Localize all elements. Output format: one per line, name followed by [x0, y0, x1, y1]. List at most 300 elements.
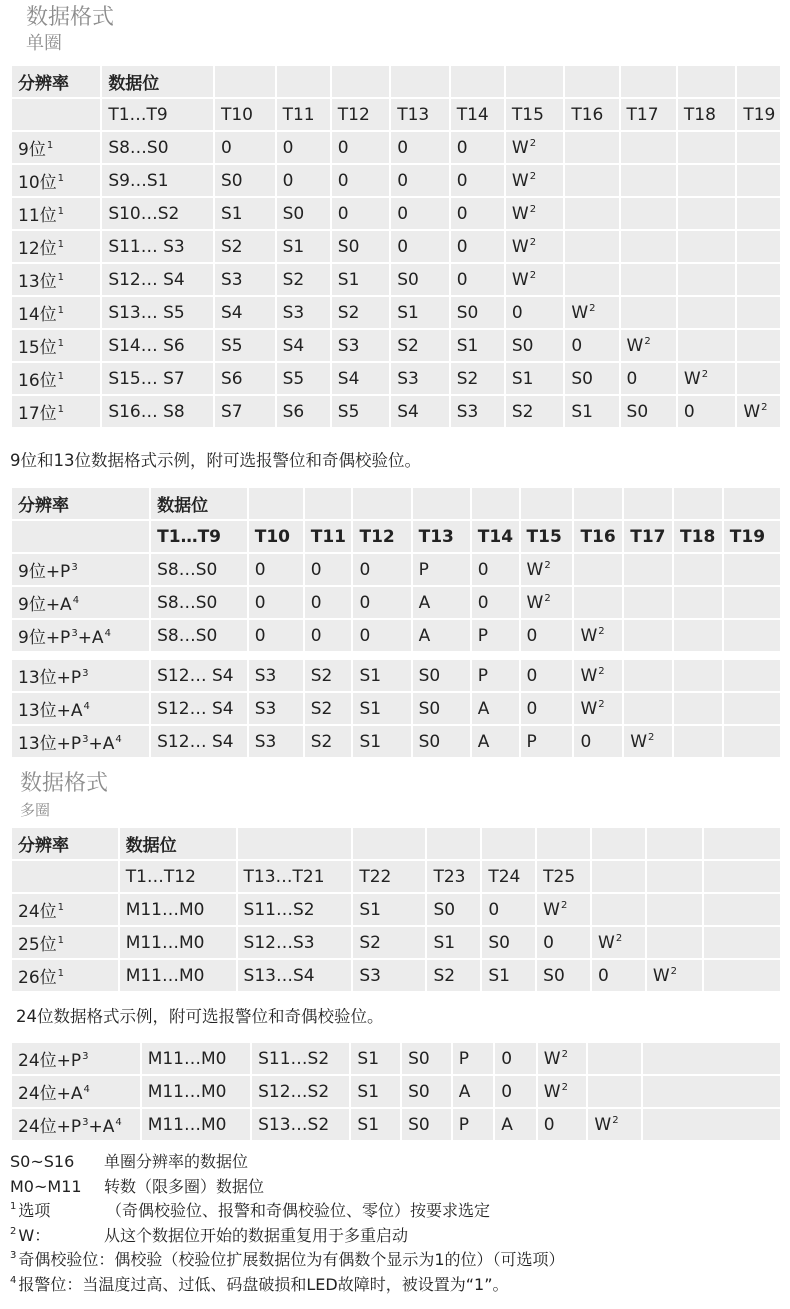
multi-turn-table	[10, 826, 782, 993]
header-bit-T15: T15	[506, 99, 563, 130]
table-row	[12, 264, 780, 295]
header-bit-T12: T12	[332, 99, 389, 130]
bit-cell	[724, 660, 780, 691]
single-turn-example-table-13bit	[10, 658, 782, 759]
header-bit-empty	[592, 861, 645, 892]
table-row	[12, 231, 780, 262]
bit-cell	[678, 330, 735, 361]
bit-cell	[674, 660, 722, 691]
bit-cell	[737, 297, 780, 328]
legend-value: （奇偶校验位、报警和奇偶校验位、零位）按要求选定	[106, 1201, 491, 1220]
bit-cell: S8…S0	[151, 554, 247, 585]
resolution-cell: 9位$+P^3+A^4$	[12, 620, 149, 651]
single-turn-table	[10, 64, 782, 429]
header-empty-cell	[215, 66, 275, 97]
header-bit-T19: T19	[724, 521, 780, 552]
superscript: 4	[115, 734, 122, 745]
header-empty-cell	[451, 66, 504, 97]
bit-cell: P	[453, 1109, 494, 1140]
bit-cell	[737, 264, 780, 295]
bit-cell: S16… S8	[102, 396, 213, 427]
bit-cell: S1	[482, 960, 535, 991]
resolution-cell: 24位$+P^3$	[12, 1043, 140, 1074]
bit-cell: 0	[451, 165, 504, 196]
bit-cell	[647, 927, 702, 958]
bit-cell: S3	[353, 960, 425, 991]
superscript: 2	[529, 137, 537, 149]
table-row	[12, 165, 780, 196]
bit-cell: $W^2$	[506, 198, 563, 229]
header-row	[12, 828, 780, 859]
superscript: 1	[57, 404, 65, 415]
header-bit-T1…T9: T1…T9	[151, 521, 247, 552]
header-row	[12, 488, 780, 519]
table-row	[12, 660, 780, 691]
bit-cell	[737, 132, 780, 163]
header-bit-T19: T19	[737, 99, 780, 130]
header-empty-cell	[353, 488, 410, 519]
bit-cell: 0	[332, 132, 389, 163]
bit-cell: S12… S4	[151, 660, 247, 691]
bit-cell: $W^2$	[506, 132, 563, 163]
bit-cell	[678, 132, 735, 163]
bit-cell: $W^2$	[678, 363, 735, 394]
bit-cell: 0	[521, 620, 573, 651]
footnote-legend	[10, 1150, 780, 1297]
bit-cell: 0	[305, 554, 352, 585]
bit-cell	[674, 587, 722, 618]
bit-cell	[643, 1076, 780, 1107]
resolution-cell: 14位$^1$	[12, 297, 100, 328]
bit-cell: $W^2$	[574, 660, 622, 691]
bit-cell: 0	[621, 363, 676, 394]
bit-cell: S8…S0	[151, 587, 247, 618]
header-empty-cell	[506, 66, 563, 97]
bit-cell: M11…M0	[120, 894, 236, 925]
table-row	[12, 927, 780, 958]
bit-cell	[724, 726, 780, 757]
bit-cell: 0	[538, 1109, 587, 1140]
header-empty-cell	[624, 488, 672, 519]
resolution-cell: 17位$^1$	[12, 396, 100, 427]
header-bit-T14: T14	[472, 521, 519, 552]
bit-cell	[621, 132, 676, 163]
header-row-bits	[12, 861, 780, 892]
bit-cell: S8…S0	[102, 132, 213, 163]
superscript: 2	[561, 1081, 568, 1093]
header-resolution: 分辨率	[12, 828, 118, 859]
header-empty-cell	[472, 488, 519, 519]
table-row	[12, 396, 780, 427]
bit-cell: S0	[413, 693, 470, 724]
bit-cell: S7	[215, 396, 275, 427]
bit-cell: 0	[391, 198, 448, 229]
bit-cell	[574, 587, 622, 618]
superscript: 2	[589, 302, 596, 314]
header-empty-cell	[305, 488, 352, 519]
resolution-cell: 13位$+A^4$	[12, 693, 149, 724]
superscript: 3	[71, 562, 78, 573]
resolution-cell: 26位$^1$	[12, 960, 118, 991]
bit-cell: S14… S6	[102, 330, 213, 361]
bit-cell: 0	[574, 726, 622, 757]
legend-key: $^3$ 奇偶校验位：偶校验（校验位扩展数据位为有偶数个显示为1的位）（可选项）	[10, 1250, 565, 1269]
bit-cell: $W^2$	[521, 554, 573, 585]
bit-cell: $W^2$	[574, 620, 622, 651]
bit-cell: S2	[353, 927, 425, 958]
superscript: 1	[57, 968, 65, 979]
legend-key: $^1$ 选项	[10, 1201, 51, 1220]
bit-cell: 0	[305, 620, 352, 651]
superscript: 2	[561, 1048, 568, 1060]
resolution-cell: 12位$^1$	[12, 231, 100, 262]
superscript: 2	[560, 899, 568, 911]
superscript: 2	[529, 170, 537, 182]
bit-cell	[624, 620, 672, 651]
header-empty-cell	[621, 66, 676, 97]
superscript: 3	[82, 1117, 89, 1128]
bit-cell: P	[521, 726, 573, 757]
legend-key: S0~S16	[10, 1152, 75, 1171]
bit-cell: S1	[351, 1076, 400, 1107]
superscript: 2	[529, 269, 537, 281]
header-bit-T1…T9: T1…T9	[102, 99, 213, 130]
bit-cell: S3	[249, 726, 303, 757]
superscript: 3	[10, 1250, 17, 1261]
bit-cell: 0	[353, 587, 410, 618]
bit-cell: 0	[592, 960, 645, 991]
header-empty-cell	[678, 66, 735, 97]
bit-cell: $W^2$	[521, 587, 573, 618]
bit-cell: S11…S2	[238, 894, 352, 925]
superscript: 1	[57, 173, 65, 184]
multi-turn-example-table	[10, 1041, 782, 1142]
bit-cell: 0	[391, 132, 448, 163]
bit-cell: S1	[427, 927, 480, 958]
bit-cell: 0	[472, 554, 519, 585]
bit-cell: S2	[305, 660, 352, 691]
bit-cell	[624, 693, 672, 724]
bit-cell: S1	[277, 231, 330, 262]
header-bit-T11: T11	[277, 99, 330, 130]
superscript: 2	[644, 335, 651, 347]
bit-cell	[674, 620, 722, 651]
superscript: 2	[544, 592, 551, 604]
header-bit-T10: T10	[215, 99, 275, 130]
bit-cell: A	[413, 587, 470, 618]
bit-cell: S6	[277, 396, 330, 427]
legend-row	[10, 1224, 780, 1249]
bit-cell	[565, 165, 618, 196]
header-bit-T10: T10	[249, 521, 303, 552]
header-empty-cell	[12, 521, 149, 552]
bit-cell	[621, 297, 676, 328]
bit-cell	[678, 198, 735, 229]
header-bit-T12: T12	[353, 521, 410, 552]
legend-key: $^2$ W：	[10, 1225, 51, 1245]
header-bit-T18: T18	[674, 521, 722, 552]
resolution-cell: 15位$^1$	[12, 330, 100, 361]
legend-key: $^4$ 报警位：当温度过高、过低、码盘破损和LED故障时，被设置为“1”。	[10, 1274, 509, 1294]
caption-multi-turn-example: 24位数据格式示例，附可选报警位和奇偶校验位。	[16, 1007, 384, 1026]
bit-cell: S2	[215, 231, 275, 262]
table-row	[12, 1043, 780, 1074]
bit-cell: S2	[277, 264, 330, 295]
header-bit-T22: T22	[353, 861, 425, 892]
table-row	[12, 1076, 780, 1107]
header-empty-cell	[521, 488, 573, 519]
bit-cell: S2	[305, 693, 352, 724]
bit-cell	[574, 554, 622, 585]
legend-value: 从这个数据位开始的数据重复用于多重启动	[104, 1225, 409, 1245]
bit-cell	[565, 231, 618, 262]
bit-cell: S0	[332, 231, 389, 262]
header-bit-T13…T21: T13…T21	[238, 861, 352, 892]
bit-cell: A	[453, 1076, 494, 1107]
bit-cell: $W^2$	[538, 1076, 587, 1107]
table-row	[12, 693, 780, 724]
bit-cell: 0	[249, 620, 303, 651]
header-empty-cell	[413, 488, 470, 519]
legend-row	[10, 1199, 780, 1224]
bit-cell: S0	[413, 726, 470, 757]
superscript: 1	[57, 371, 65, 382]
bit-cell: 0	[249, 587, 303, 618]
legend-value: 单圈分辨率的数据位	[104, 1152, 249, 1171]
bit-cell: 0	[353, 554, 410, 585]
bit-cell	[737, 198, 780, 229]
section-subtitle-single-turn: 单圈	[26, 33, 62, 54]
bit-cell	[704, 894, 780, 925]
resolution-cell: 9位$+P^3$	[12, 554, 149, 585]
bit-cell: $W^2$	[592, 927, 645, 958]
header-bit-T16: T16	[574, 521, 622, 552]
bit-cell: S0	[427, 894, 480, 925]
bit-cell	[724, 620, 780, 651]
superscript: 2	[529, 203, 537, 215]
bit-cell: S15… S7	[102, 363, 213, 394]
bit-cell: 0	[451, 264, 504, 295]
section-title-multi-turn: 数据格式	[20, 771, 109, 796]
bit-cell: S1	[353, 660, 410, 691]
bit-cell	[624, 660, 672, 691]
superscript: 1	[10, 1201, 17, 1212]
header-row-bits	[12, 99, 780, 130]
superscript: 4	[104, 628, 111, 639]
bit-cell: S2	[451, 363, 504, 394]
bit-cell: 0	[451, 132, 504, 163]
bit-cell: S12… S4	[151, 726, 247, 757]
bit-cell: S0	[537, 960, 590, 991]
bit-cell: S0	[402, 1076, 451, 1107]
header-empty-cell	[724, 488, 780, 519]
bit-cell: A	[495, 1109, 536, 1140]
superscript: 2	[10, 1225, 17, 1237]
table-row	[12, 330, 780, 361]
bit-cell: 0	[482, 894, 535, 925]
bit-cell: $W^2$	[621, 330, 676, 361]
bit-cell: $W^2$	[737, 396, 780, 427]
bit-cell: S0	[413, 660, 470, 691]
bit-cell: M11…M0	[120, 960, 236, 991]
superscript: 4	[10, 1274, 17, 1286]
resolution-cell: 13位$+P^3+A^4$	[12, 726, 149, 757]
bit-cell: S12…S2	[252, 1076, 349, 1107]
bit-cell: 0	[451, 198, 504, 229]
bit-cell: S1	[353, 693, 410, 724]
bit-cell	[678, 165, 735, 196]
resolution-cell: 24位$+P^3+A^4$	[12, 1109, 140, 1140]
legend-key: M0~M11	[10, 1176, 82, 1196]
bit-cell: S1	[391, 297, 448, 328]
header-bit-T15: T15	[521, 521, 573, 552]
bit-cell: 0	[565, 330, 618, 361]
bit-cell: S3	[391, 363, 448, 394]
resolution-cell: 24位$^1$	[12, 894, 118, 925]
bit-cell: S1	[332, 264, 389, 295]
header-bit-empty	[704, 861, 780, 892]
superscript: 2	[761, 401, 768, 413]
header-data-bits: 数据位	[151, 488, 247, 519]
bit-cell: $W^2$	[565, 297, 618, 328]
bit-cell	[737, 231, 780, 262]
bit-cell: S12… S4	[151, 693, 247, 724]
superscript: 3	[82, 668, 89, 679]
bit-cell: A	[472, 693, 519, 724]
bit-cell: S0	[482, 927, 535, 958]
legend-row	[10, 1150, 780, 1175]
bit-cell: A	[472, 726, 519, 757]
bit-cell: S3	[249, 660, 303, 691]
resolution-cell: 10位$^1$	[12, 165, 100, 196]
bit-cell: M11…M0	[142, 1109, 250, 1140]
bit-cell: 0	[537, 927, 590, 958]
bit-cell	[621, 198, 676, 229]
bit-cell: S2	[506, 396, 563, 427]
bit-cell: 0	[521, 660, 573, 691]
bit-cell: S0	[451, 297, 504, 328]
bit-cell: S8…S0	[151, 620, 247, 651]
bit-cell	[674, 726, 722, 757]
bit-cell	[724, 554, 780, 585]
bit-cell: M11…M0	[142, 1076, 250, 1107]
bit-cell: 0	[277, 132, 330, 163]
header-row	[12, 66, 780, 97]
bit-cell	[704, 960, 780, 991]
bit-cell: S12… S4	[102, 264, 213, 295]
bit-cell: 0	[332, 165, 389, 196]
resolution-cell: 24位$+A^4$	[12, 1076, 140, 1107]
header-empty-cell	[674, 488, 722, 519]
header-empty-cell	[249, 488, 303, 519]
header-empty-cell	[427, 828, 480, 859]
table-row	[12, 297, 780, 328]
header-bit-T16: T16	[565, 99, 618, 130]
bit-cell: 0	[277, 165, 330, 196]
bit-cell: S13… S5	[102, 297, 213, 328]
bit-cell: S1	[215, 198, 275, 229]
bit-cell: S5	[215, 330, 275, 361]
bit-cell	[737, 165, 780, 196]
bit-cell: S0	[402, 1043, 451, 1074]
bit-cell: 0	[215, 132, 275, 163]
bit-cell: S3	[249, 693, 303, 724]
table-row	[12, 554, 780, 585]
bit-cell: S4	[391, 396, 448, 427]
header-bit-T1…T12: T1…T12	[120, 861, 236, 892]
bit-cell: A	[413, 620, 470, 651]
bit-cell: 0	[391, 231, 448, 262]
bit-cell: P	[413, 554, 470, 585]
header-empty-cell	[238, 828, 352, 859]
table-row	[12, 587, 780, 618]
legend-row	[10, 1175, 780, 1200]
resolution-cell: 13位$^1$	[12, 264, 100, 295]
bit-cell	[565, 132, 618, 163]
bit-cell: 0	[678, 396, 735, 427]
superscript: 1	[57, 239, 65, 250]
bit-cell: $W^2$	[588, 1109, 641, 1140]
bit-cell: $W^2$	[624, 726, 672, 757]
superscript: 2	[544, 559, 551, 571]
header-empty-cell	[391, 66, 448, 97]
superscript: 2	[612, 1114, 619, 1126]
superscript: 4	[83, 1084, 90, 1095]
bit-cell	[588, 1076, 641, 1107]
header-bit-T17: T17	[624, 521, 672, 552]
bit-cell: $W^2$	[506, 231, 563, 262]
bit-cell: $W^2$	[538, 1043, 587, 1074]
superscript: 2	[598, 698, 605, 710]
bit-cell: 0	[305, 587, 352, 618]
superscript: 3	[71, 628, 78, 639]
bit-cell: S0	[402, 1109, 451, 1140]
superscript: 1	[57, 206, 65, 217]
table-row	[12, 726, 780, 757]
bit-cell: 0	[521, 693, 573, 724]
bit-cell: M11…M0	[120, 927, 236, 958]
superscript: 2	[701, 368, 709, 380]
legend-row	[10, 1273, 780, 1298]
bit-cell: S1	[506, 363, 563, 394]
caption-single-turn-example: 9位和13位数据格式示例，附可选报警位和奇偶校验位。	[10, 451, 421, 470]
header-empty-cell	[537, 828, 590, 859]
bit-cell: S3	[451, 396, 504, 427]
legend-value: 转数（限多圈）数据位	[104, 1176, 265, 1196]
bit-cell	[643, 1043, 780, 1074]
header-bit-T23: T23	[427, 861, 480, 892]
resolution-cell: 11位$^1$	[12, 198, 100, 229]
header-data-bits: 数据位	[102, 66, 213, 97]
superscript: 2	[529, 236, 537, 248]
superscript: 4	[72, 595, 80, 606]
bit-cell: S12…S3	[238, 927, 352, 958]
header-empty-cell	[332, 66, 389, 97]
bit-cell	[678, 264, 735, 295]
bit-cell	[674, 693, 722, 724]
bit-cell: S1	[451, 330, 504, 361]
header-resolution: 分辨率	[12, 66, 100, 97]
bit-cell: S13…S2	[252, 1109, 349, 1140]
bit-cell: S2	[427, 960, 480, 991]
bit-cell: S1	[351, 1109, 400, 1140]
header-empty-cell	[647, 828, 702, 859]
bit-cell: S4	[277, 330, 330, 361]
bit-cell	[704, 927, 780, 958]
bit-cell	[624, 554, 672, 585]
bit-cell	[674, 554, 722, 585]
superscript: 2	[670, 965, 678, 977]
